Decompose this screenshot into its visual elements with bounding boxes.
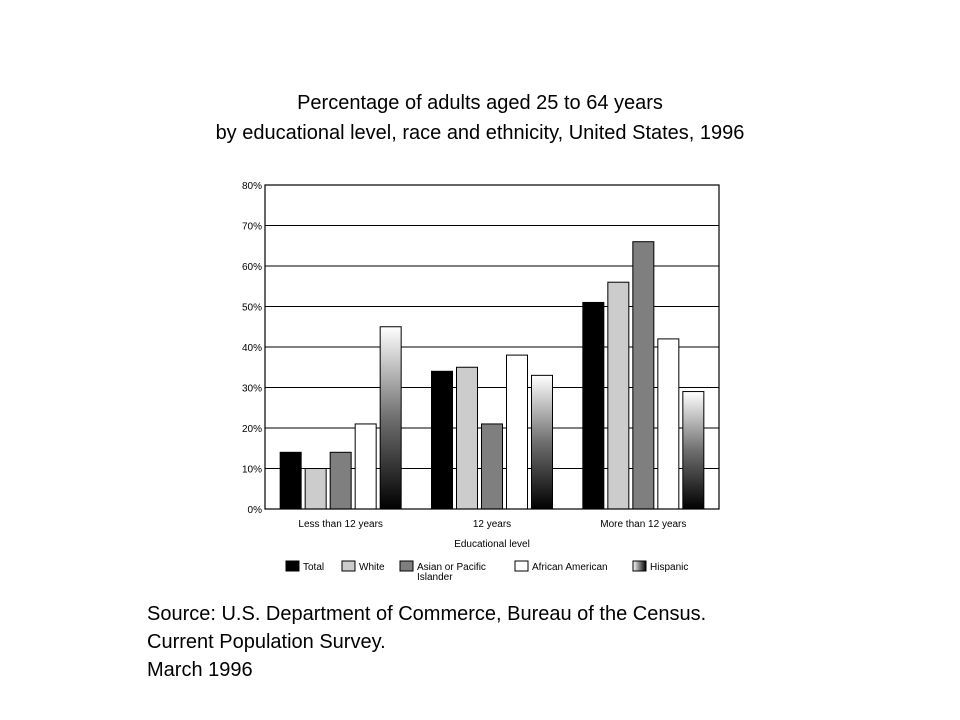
y-tick-label: 80%: [241, 181, 262, 192]
x-tick-label: Less than 12 years: [298, 519, 383, 530]
legend-swatch-white: [342, 561, 355, 571]
bar-asian-or-pacific-islander-3: [633, 242, 654, 509]
source-line-1: Source: U.S. Department of Commerce, Bureau of the Census.: [147, 603, 707, 625]
legend: [286, 561, 688, 583]
legend-label-asian-or-pacific-islander: Asian or Pacific Islander: [417, 562, 486, 583]
source-line-3: March 1996: [147, 659, 253, 681]
bar-african-american-1: [355, 424, 376, 509]
bar-hispanic-2: [532, 375, 553, 509]
legend-swatch-african-american: [515, 561, 528, 571]
y-tick-label: 60%: [241, 262, 262, 273]
legend-label-hispanic: Hispanic: [650, 562, 689, 573]
bar-african-american-3: [658, 339, 679, 509]
x-axis-label: Educational level: [454, 539, 530, 550]
bars: [280, 242, 704, 509]
legend-swatch-hispanic: [633, 561, 646, 571]
y-tick-label: 30%: [241, 383, 262, 395]
y-tick-label: 20%: [241, 424, 262, 435]
x-tick-label: More than 12 years: [600, 519, 687, 530]
y-tick-label: 0%: [247, 505, 262, 516]
bar-white-1: [305, 469, 326, 510]
legend-swatch-asian-or-pacific-islander: [400, 561, 413, 571]
chart-title-line-1: Percentage of adults aged 25 to 64 years: [297, 92, 663, 114]
bar-white-3: [608, 282, 629, 509]
y-tick-label: 50%: [241, 302, 262, 314]
bar-african-american-2: [507, 355, 528, 509]
y-tick-label: 70%: [241, 221, 262, 233]
source-note: [147, 600, 706, 684]
legend-label-white: White: [359, 562, 385, 573]
legend-swatch-total: [286, 561, 299, 571]
bar-hispanic-1: [380, 327, 401, 509]
bar-total-3: [583, 302, 604, 509]
bar-white-2: [457, 367, 478, 509]
y-tick-label: 10%: [241, 464, 262, 476]
y-tick-label: 40%: [241, 343, 262, 354]
legend-label-total: Total: [303, 562, 325, 573]
legend-label-african-american: African American: [532, 562, 608, 573]
chart-title-line-2: by educational level, race and ethnicity, United States, 1996: [215, 122, 745, 144]
bar-asian-or-pacific-islander-1: [330, 452, 351, 509]
x-tick-label: 12 years: [472, 519, 512, 530]
source-line-2: Current Population Survey.: [147, 631, 386, 653]
bar-total-1: [280, 452, 301, 509]
bar-asian-or-pacific-islander-2: [482, 424, 503, 509]
bar-hispanic-3: [683, 392, 704, 509]
bar-total-2: [432, 371, 453, 509]
